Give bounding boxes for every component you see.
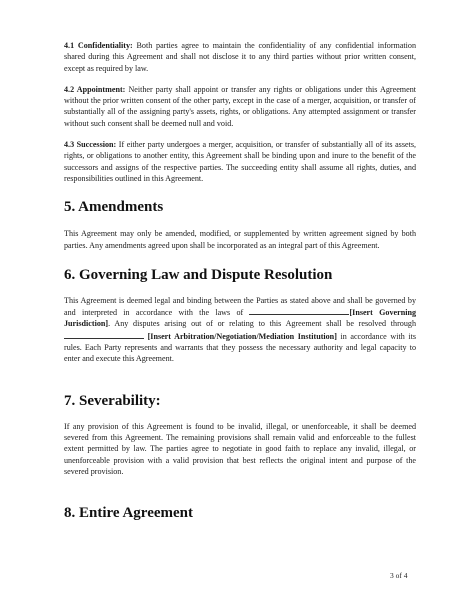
placeholder-institution: [Insert Arbitration/Negotiation/Mediation Institution] (147, 331, 337, 341)
governing-text-part: . Any disputes arising out of or relating to this Agreement shall be resolved through (108, 319, 416, 329)
clause-appointment (64, 84, 416, 129)
fill-in-blank (64, 330, 144, 339)
clause-text: Neither party shall appoint or transfer any rights or obligations under this Agreement without the prior written consent of the other party, except in the case of a merger, acquisition, or transfer of substantially all of the assigning party's assets, rights, or obligations. Any attempted assignment or transfer without such consent shall be deemed null and void. (64, 84, 416, 128)
clause-label: 4.3 Succession: (64, 140, 117, 150)
fill-in-blank (249, 306, 349, 315)
page-number: 3 of 4 (390, 571, 408, 580)
clause-label: 4.1 Confidentiality: (64, 41, 133, 50)
placeholder-jurisdiction: [Insert Governing Jurisdiction] (64, 308, 416, 329)
clause-text: If either party undergoes a merger, acquisition, or transfer of substantially all of its assets, rights, or obligations to another entity, this Agreement shall be binding upon and inure to the benefit of the successors and assigns of the respective parties. The succeeding entity shall assume all rights, duties, and responsibilities outlined in this Agreement. (64, 140, 416, 183)
governing-text-part: This Agreement is deemed legal and binding between the Parties as stated above and shall be governed by and interpreted in accordance with the laws of (64, 295, 416, 318)
section-heading-entire-agreement: 8. Entire Agreement (64, 505, 194, 522)
page-content (64, 40, 416, 522)
clause-label: 4.2 Appointment: (64, 84, 126, 94)
clause-confidentiality (64, 40, 416, 74)
section-heading-governing-law: 6. Governing Law and Dispute Resolution (64, 266, 333, 283)
governing-law-text (64, 295, 416, 365)
clause-succession (64, 139, 416, 184)
section-heading-severability: 7. Severability: (64, 392, 161, 409)
governing-text-part: in accordance with its rules. Each Party represents and warrants that they possess the necessary authority and legal capacity to enter and execute this Agreement. (64, 331, 416, 364)
section-heading-amendments: 5. Amendments (64, 199, 164, 216)
amendments-text: This Agreement may only be amended, modified, or supplemented by written agreement signed by both parties. Any amendments agreed upon shall be incorporated as an integral part of this Agreement. (64, 229, 416, 250)
severability-text: If any provision of this Agreement is found to be invalid, illegal, or unenforceable, it shall be deemed severed from this Agreement. The remaining provisions shall remain valid and enforceable to the fullest extent permitted by law. The parties agree to negotiate in good faith to replace any invalid, illegal, or unenforceable provision with a valid provision that best reflects the original intent and purpose of the severed provision. (64, 421, 416, 476)
clause-text: Both parties agree to maintain the confidentiality of any confidential information shared during this Agreement and shall not disclose it to any third parties without prior written consent, except as required by law. (64, 41, 417, 73)
